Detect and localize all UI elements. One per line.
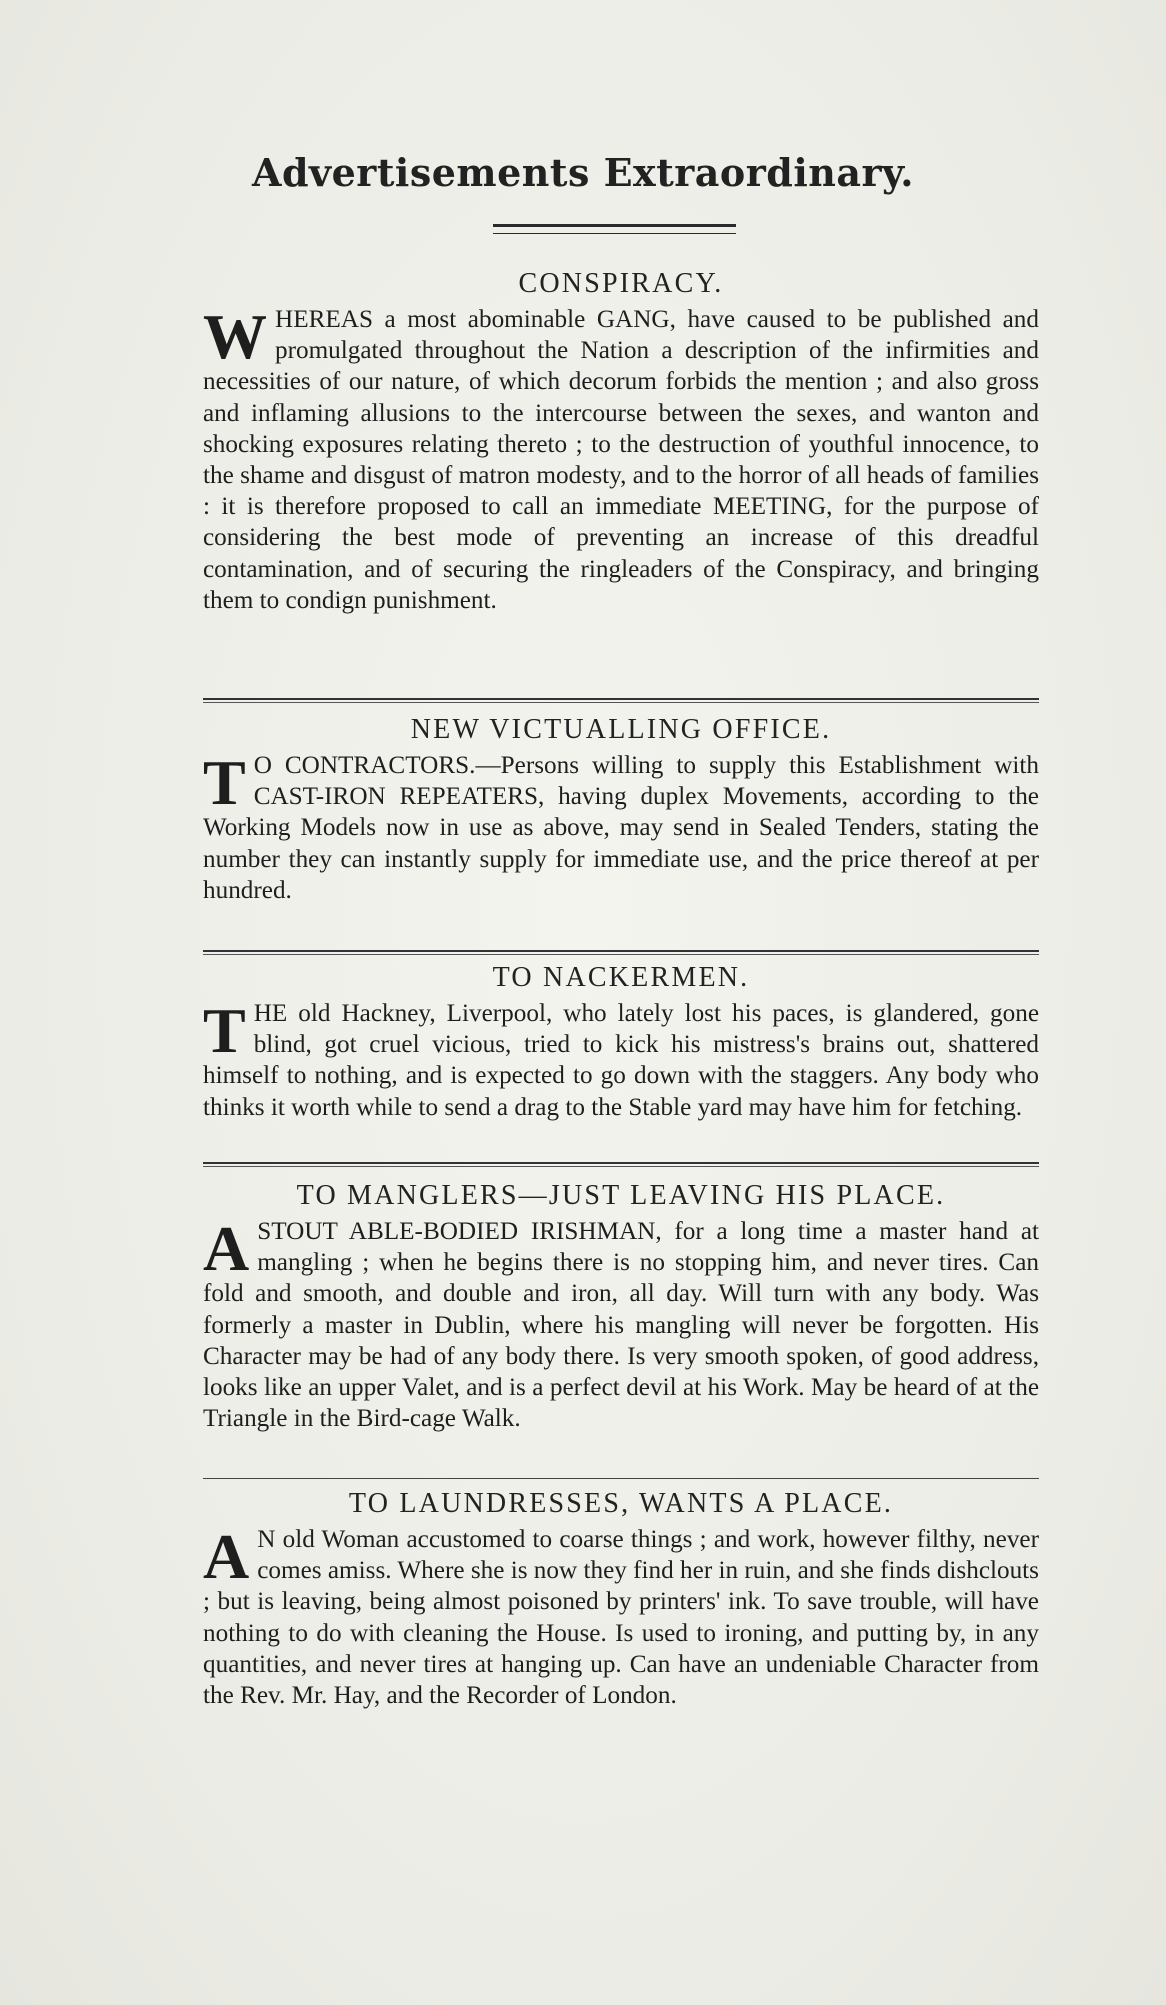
ad-body (203, 301, 1039, 616)
ad-body (203, 747, 1039, 906)
drop-cap: W (203, 301, 267, 372)
drop-cap: T (203, 995, 246, 1066)
section-rule (203, 1162, 1039, 1167)
ad-text: HEREAS a most abominable GANG, have caused to be published and promulgated throughout the Nation a description of the infirmities and necessities of our nature, of which decorum forbids the mention ; and also gross and inflaming allusions to the intercourse between the sexes, and wanton and shocking exposures relating thereto ; to the destruction of youthful innocence, to the shame and disgust of matron modesty, and to the horror of all heads of families : it is therefore proposed to call an immediate MEETING, for the purpose of considering the best mode of preventing an increase of this dreadful contamination, and of securing the ringleaders of the Conspiracy, and bringing them to condign punishment. (203, 306, 1039, 614)
ad-manglers (203, 1180, 1039, 1434)
ad-text: N old Woman accustomed to coarse things ; and work, however filthy, never comes amiss. Where she is now they find her in ruin, and she finds dishclouts ; but is leaving, being almost poisoned by printers' ink. To save trouble, will have nothing to do with cleaning the House. Is used to ironing, and putting by, in any quantities, and never tires at hanging up. Can have an undeniable Character from the Rev. Mr. Hay, and the Recorder of London. (203, 1526, 1039, 1710)
ad-conspiracy (203, 268, 1039, 616)
section-rule (203, 698, 1039, 703)
ad-text: O CONTRACTORS.—Persons willing to supply this Establishment with CAST-IRON REPEATERS, having duplex Movements, according to the Working Models now in use as above, may send in Sealed Tenders, stating the number they can instantly supply for immediate use, and the price thereof at per hundred. (203, 752, 1039, 904)
ad-title: TO LAUNDRESSES, WANTS A PLACE. (348, 1488, 894, 1519)
ad-title: CONSPIRACY. (518, 268, 724, 299)
ad-text: STOUT ABLE-BODIED IRISHMAN, for a long time a master hand at mangling ; when he begins there is no stopping him, and never tires. Can fold and smooth, and double and iron, all day. Will turn with any body. Was formerly a master in Dublin, where his mangling will never be forgotten. His Character may be had of any body there. Is very smooth spoken, of good address, looks like an upper Valet, and is a perfect devil at his Work. May be heard of at the Triangle in the Bird-cage Walk. (203, 1218, 1039, 1433)
ad-title: TO NACKERMEN. (492, 962, 750, 993)
ad-text: HE old Hackney, Liverpool, who lately lost his paces, is glandered, gone blind, got cruel vicious, tried to kick his mistress's brains out, shattered himself to nothing, and is expected to go down with the staggers. Any body who thinks it worth while to send a drag to the Stable yard may have him for fetching. (203, 1000, 1039, 1121)
heading-rule (493, 224, 736, 234)
ad-body (203, 995, 1039, 1123)
ad-victualling-office (203, 714, 1039, 906)
drop-cap: A (203, 1213, 250, 1284)
ad-body (203, 1213, 1039, 1434)
drop-cap: T (203, 747, 246, 818)
ad-body (203, 1521, 1039, 1711)
ad-nackermen (203, 962, 1039, 1123)
section-rule (203, 1478, 1039, 1481)
ad-title: TO MANGLERS—JUST LEAVING HIS PLACE. (296, 1180, 946, 1211)
page-heading: Advertisements Extraordinary. (252, 150, 914, 195)
section-rule (203, 950, 1039, 955)
drop-cap: A (203, 1521, 250, 1592)
ad-title: NEW VICTUALLING OFFICE. (410, 714, 832, 745)
ad-laundresses (203, 1488, 1039, 1711)
